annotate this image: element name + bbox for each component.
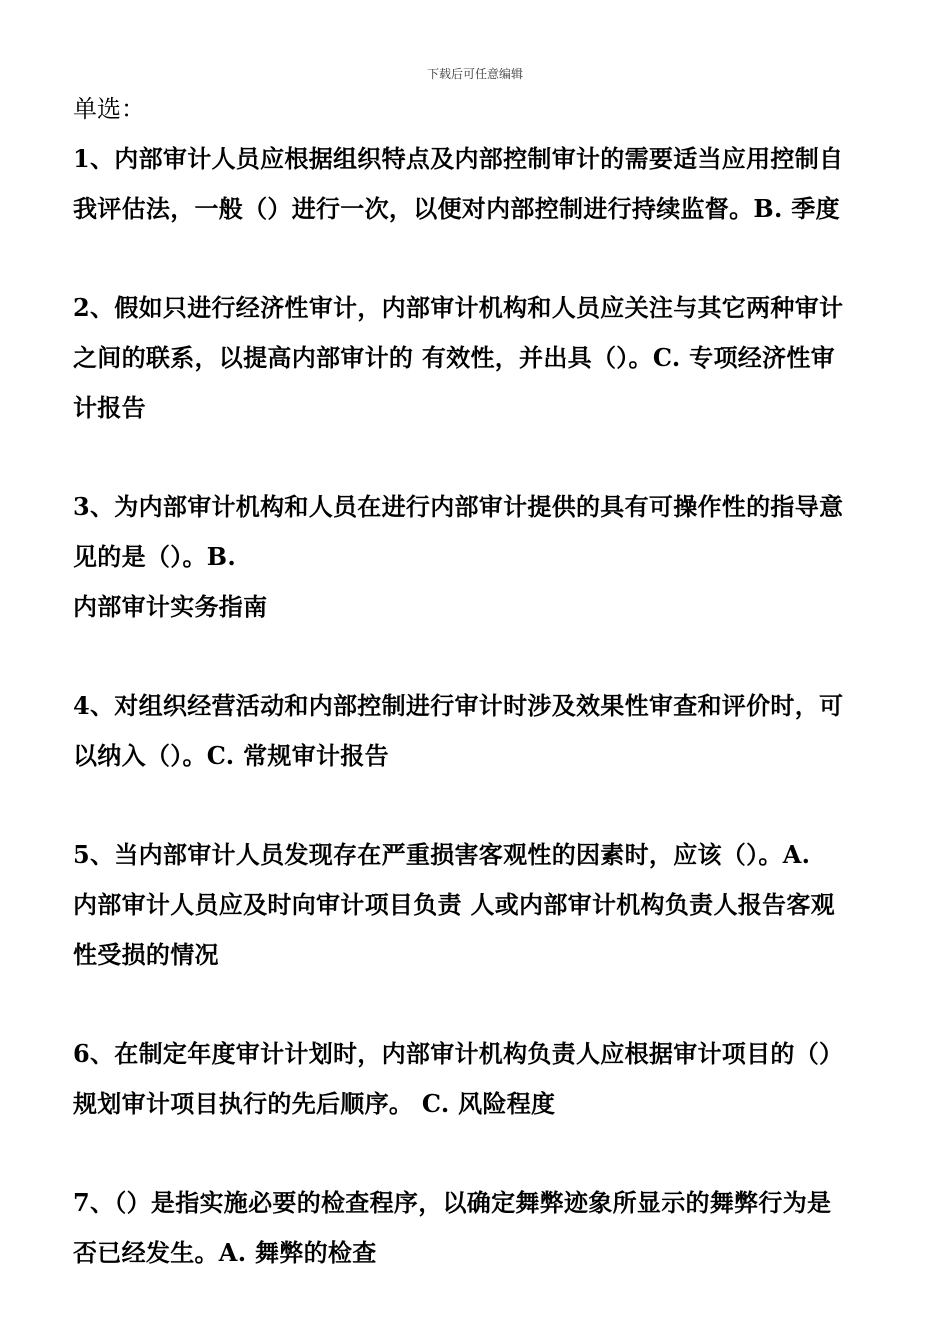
question-3-line-3: 内部审计实务指南 xyxy=(73,592,268,621)
question-4-line-1: 4、对组织经营活动和内部控制进行审计时涉及效果性审查和评价时，可 xyxy=(73,691,844,720)
document-body xyxy=(73,84,883,1278)
section-title: 单选： xyxy=(73,95,145,123)
page-header-note: 下载后可任意编辑 xyxy=(426,67,523,81)
question-7-line-2: 否已经发生。A. 舞弊的检查 xyxy=(73,1238,377,1267)
question-6-line-2: 规划审计项目执行的先后顺序。 C. 风险程度 xyxy=(73,1089,556,1118)
question-5-line-1: 5、当内部审计人员发现存在严重损害客观性的因素时，应该（）。A. xyxy=(73,840,811,869)
question-5-line-2: 内部审计人员应及时向审计项目负责 人或内部审计机构负责人报告客观 xyxy=(73,890,835,919)
question-4 xyxy=(73,681,883,781)
question-7-line-1: 7、（）是指实施必要的检查程序，以确定舞弊迹象所显示的舞弊行为是 xyxy=(73,1188,832,1217)
question-2-line-3: 计报告 xyxy=(73,393,146,422)
question-1 xyxy=(73,134,883,234)
question-6-line-1: 6、在制定年度审计计划时，内部审计机构负责人应根据审计项目的（） xyxy=(73,1039,844,1068)
question-6 xyxy=(73,1029,883,1129)
question-3 xyxy=(73,482,883,632)
question-2 xyxy=(73,283,883,433)
question-5-line-3: 性受损的情况 xyxy=(73,940,219,969)
question-4-line-2: 以纳入（）。C. 常规审计报告 xyxy=(73,741,389,770)
question-7 xyxy=(73,1178,883,1278)
question-1-line-2: 我评估法，一般（）进行一次，以便对内部控制进行持续监督。B. 季度 xyxy=(73,194,840,223)
question-2-line-2: 之间的联系，以提高内部审计的 有效性，并出具（）。C. 专项经济性审 xyxy=(73,343,835,372)
question-3-line-1: 3、为内部审计机构和人员在进行内部审计提供的具有可操作性的指导意 xyxy=(73,492,844,521)
question-2-line-1: 2、假如只进行经济性审计，内部审计机构和人员应关注与其它两种审计 xyxy=(73,293,844,322)
question-3-line-2: 见的是（）。B. xyxy=(73,542,237,571)
question-1-line-1: 1、内部审计人员应根据组织特点及内部控制审计的需要适当应用控制自 xyxy=(73,144,844,173)
question-5 xyxy=(73,830,883,980)
